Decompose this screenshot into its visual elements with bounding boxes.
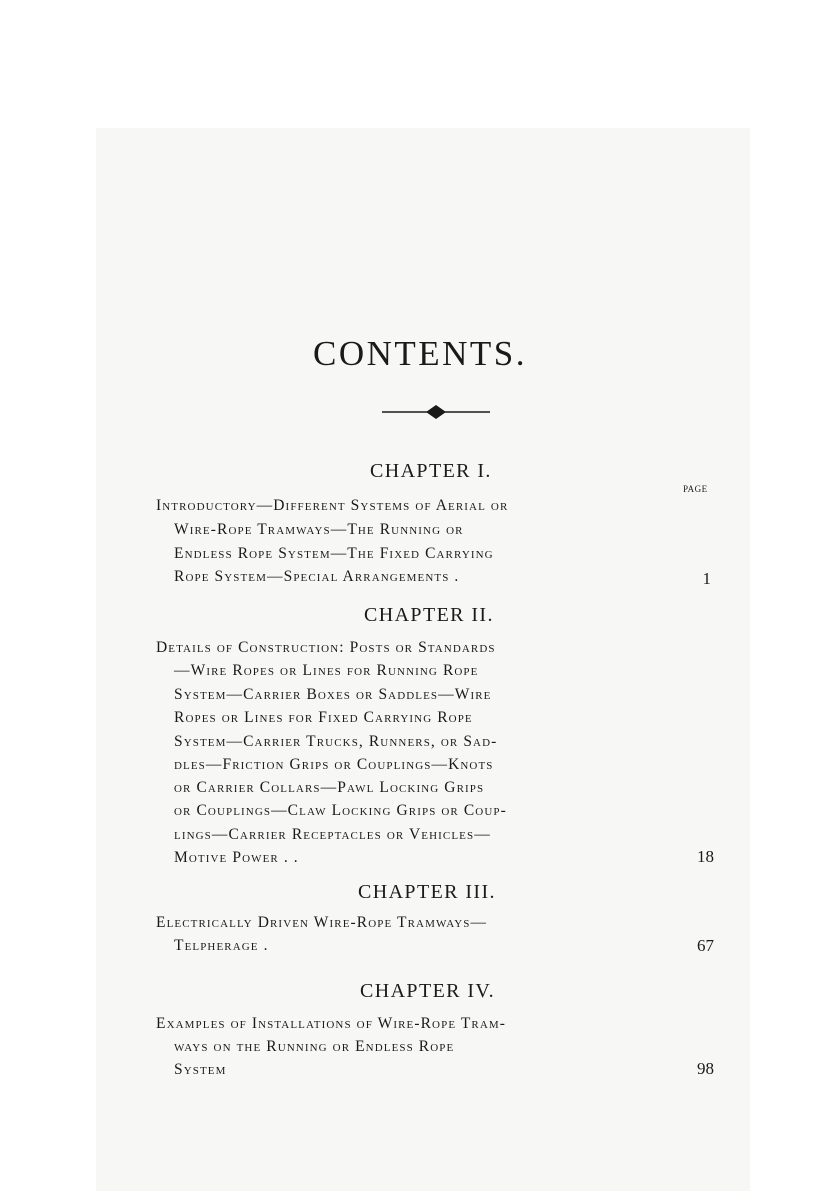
page-number: 98 [697,1059,714,1078]
entry-line: Ropes or Lines for Fixed Carrying Rope [174,709,473,726]
entry-line: Wire-Rope Tramways—The Running or [174,521,464,538]
entry-line: ways on the Running or Endless Rope [174,1038,455,1055]
page-title: CONTENTS. [312,334,528,373]
entry-line: System—Carrier Boxes or Saddles—Wire [174,686,492,703]
entry-line: System—Carrier Trucks, Runners, or Sad- [174,733,498,750]
chapter-heading: CHAPTER I. [370,460,492,482]
entry-line: Motive Power . . [174,849,299,866]
entry-line: Telpherage . [174,937,269,954]
entry-line: dles—Friction Grips or Couplings—Knots [174,756,494,773]
page-number: 67 [697,936,714,955]
entry-line: Electrically Driven Wire-Rope Tramways— [156,914,488,931]
entry-line: Endless Rope System—The Fixed Carrying [174,545,494,562]
chapter-heading: CHAPTER IV. [360,980,496,1002]
entry-line: or Couplings—Claw Locking Grips or Coup- [174,802,507,819]
chapter-heading: CHAPTER III. [358,881,496,903]
entry-line: Examples of Installations of Wire-Rope Tram- [156,1015,507,1032]
entry-line: Rope System—Special Arrangements . [174,568,460,585]
entry-line: Details of Construction: Posts or Standards [156,639,496,656]
page-number: 1 [702,569,711,588]
entry-line: Introductory—Different Systems of Aerial or [156,497,509,514]
chapter-heading: CHAPTER II. [364,604,494,626]
page-column-label: PAGE [683,484,708,494]
entry-line: or Carrier Collars—Pawl Locking Grips [174,779,485,796]
entry-line: System [174,1061,227,1078]
entry-line: lings—Carrier Receptacles or Vehicles— [174,826,491,843]
page-number: 18 [697,847,714,866]
ornament-divider-icon [382,402,490,422]
entry-line: —Wire Ropes or Lines for Running Rope [174,662,479,679]
